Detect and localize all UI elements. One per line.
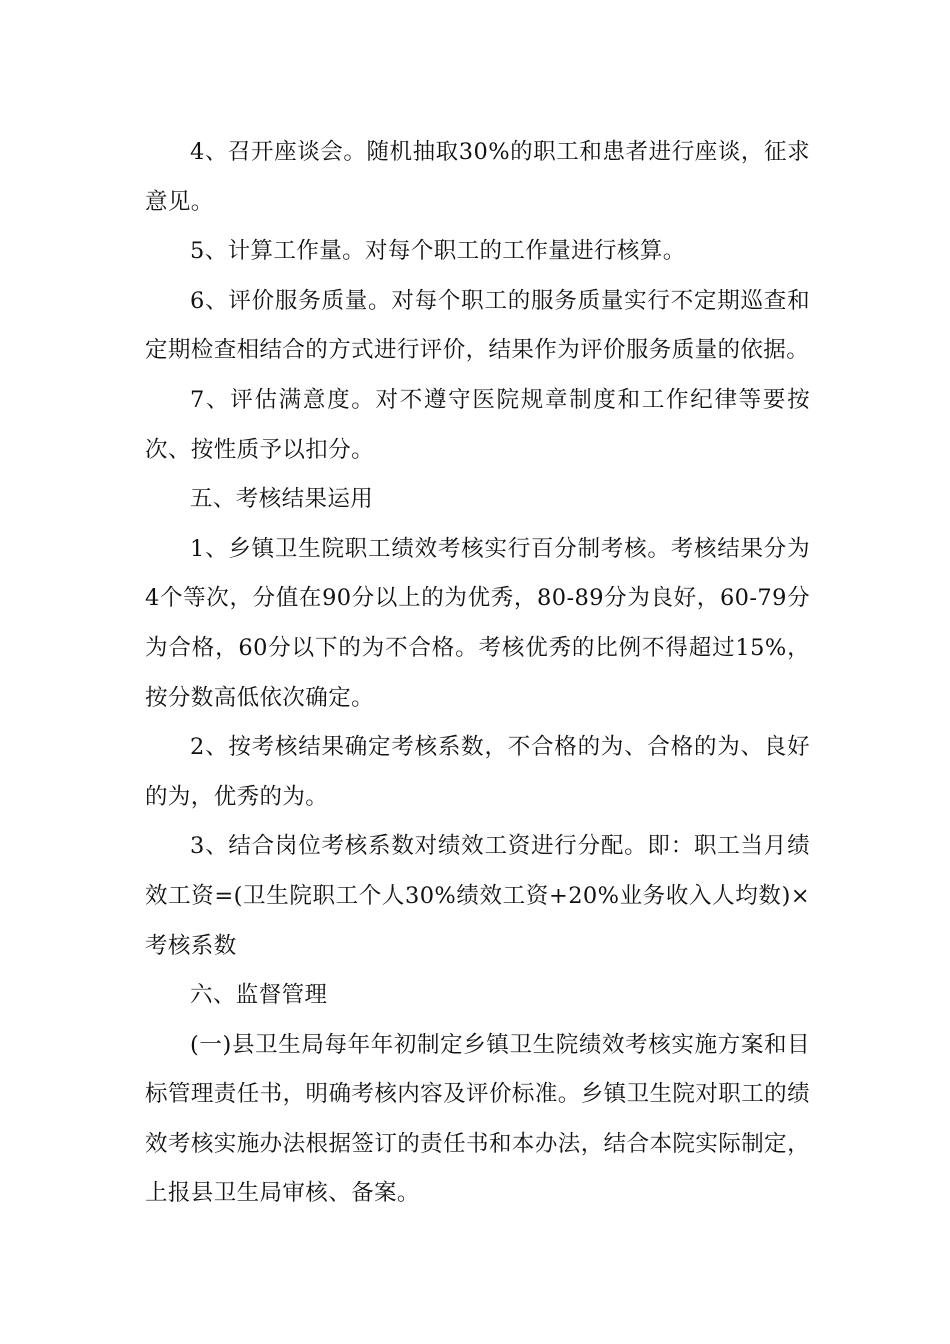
paragraph-7-satisfaction: 7、评估满意度。对不遵守医院规章制度和工作纪律等要按次、按性质予以扣分。 [145,386,810,463]
paragraph-5-workload: 5、计算工作量。对每个职工的工作量进行核算。 [190,238,686,265]
paragraph-results-2: 2、按考核结果确定考核系数，不合格的为、合格的为、良好的为，优秀的为。 [145,734,810,810]
document-body [145,128,810,1219]
section-heading-results: 五、考核结果运用 [190,486,374,513]
paragraph-4-symposium: 4、召开座谈会。随机抽取30%的职工和患者进行座谈，征求意见。 [145,139,810,215]
paragraph-6-service-quality: 6、评价服务质量。对每个职工的服务质量实行不定期巡查和定期检查相结合的方式进行评价，结果作为评价服务质量的依据。 [145,287,810,364]
paragraph-results-1: 1、乡镇卫生院职工绩效考核实行百分制考核。考核结果分为4个等次，分值在90分以上的为优秀，80-89分为良好，60-79分为合格，60分以下的为不合格。考核优秀的比例不得超过15%，按分数高低依次确定。 [145,535,810,711]
section-heading-supervision: 六、监督管理 [190,982,328,1009]
paragraph-supervision-1: (一)县卫生局每年年初制定乡镇卫生院绩效考核实施方案和目标管理责任书，明确考核内容及评价标准。乡镇卫生院对职工的绩效考核实施办法根据签订的责任书和本办法，结合本院实际制定，上报县卫生局审核、备案。 [145,1031,810,1207]
paragraph-results-3: 3、结合岗位考核系数对绩效工资进行分配。即：职工当月绩效工资=(卫生院职工个人30%绩效工资+20%业务收入人均数)×考核系数 [145,833,810,959]
